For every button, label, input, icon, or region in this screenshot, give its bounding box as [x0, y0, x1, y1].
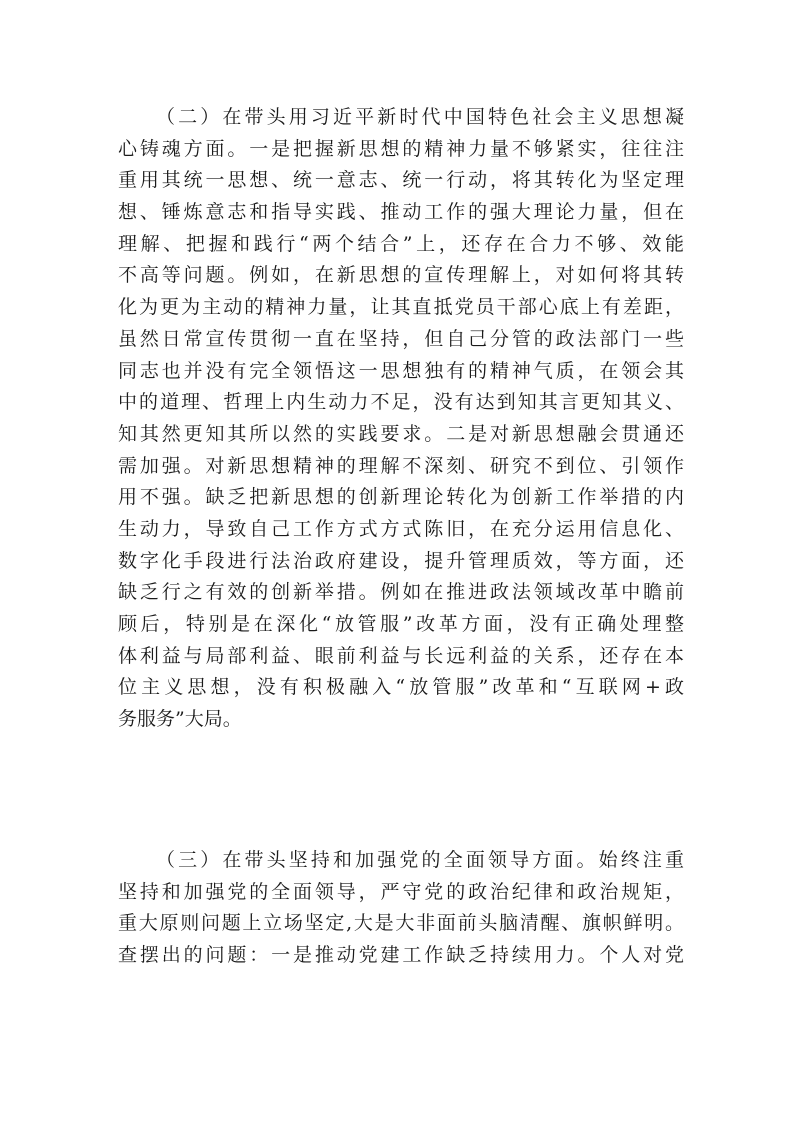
paragraph-line: 不高等问题。例如，在新思想的宣传理解上，对如何将其转 — [118, 264, 684, 287]
paragraph-line: 数字化手段进行法治政府建设，提升管理质效，等方面，还 — [118, 549, 684, 572]
paragraph-line: 需加强。对新思想精神的理解不深刻、研究不到位、引领作 — [118, 454, 684, 477]
paragraph-line: 虽然日常宣传贯彻一直在坚持，但自己分管的政法部门一些 — [118, 327, 684, 350]
paragraph-line: 生动力，导致自己工作方式方式陈旧，在充分运用信息化、 — [118, 517, 684, 540]
paragraph-line: 化为更为主动的精神力量，让其直抵党员干部心底上有差距， — [118, 296, 684, 319]
paragraph-line: 知其然更知其所以然的实践要求。二是对新思想融会贯通还 — [118, 422, 684, 445]
paragraph-line: 位主义思想，没有积极融入“放管服”改革和“互联网+政 — [118, 676, 684, 699]
paragraph-line: 体利益与局部利益、眼前利益与长远利益的关系，还存在本 — [118, 644, 684, 667]
paragraph-line: 心铸魂方面。一是把握新思想的精神力量不够紧实，往往注 — [118, 137, 684, 160]
paragraph-section-2 — [118, 102, 684, 736]
paragraph-section-3 — [118, 845, 684, 972]
paragraph-line: 重用其统一思想、统一意志、统一行动，将其转化为坚定理 — [118, 169, 684, 192]
paragraph-line: 用不强。缺乏把新思想的创新理论转化为创新工作举措的内 — [118, 486, 684, 509]
paragraph-line: 坚持和加强党的全面领导，严守党的政治纪律和政治规矩， — [118, 880, 684, 903]
paragraph-line: 查摆出的问题：一是推动党建工作缺乏持续用力。个人对党 — [118, 944, 684, 967]
paragraph-line: 中的道理、哲理上内生动力不足，没有达到知其言更知其义、 — [118, 391, 684, 414]
paragraph-line: 重大原则问题上立场坚定,大是大非面前头脑清醒、旗帜鲜明。 — [118, 912, 684, 935]
paragraph-line: （三）在带头坚持和加强党的全面领导方面。始终注重 — [156, 849, 684, 871]
paragraph-line: 缺乏行之有效的创新举措。例如在推进政法领域改革中瞻前 — [118, 581, 684, 604]
paragraph-line: （二）在带头用习近平新时代中国特色社会主义思想凝 — [156, 106, 684, 128]
paragraph-line: 顾后，特别是在深化“放管服”改革方面，没有正确处理整 — [118, 613, 684, 635]
paragraph-line: 理解、把握和践行“两个结合”上，还存在合力不够、效能 — [118, 232, 684, 255]
paragraph-line: 务服务”大局。 — [118, 708, 242, 731]
paragraph-line: 想、锤炼意志和指导实践、推动工作的强大理论力量，但在 — [118, 201, 684, 224]
paragraph-line: 同志也并没有完全领悟这一思想独有的精神气质，在领会其 — [118, 359, 684, 382]
